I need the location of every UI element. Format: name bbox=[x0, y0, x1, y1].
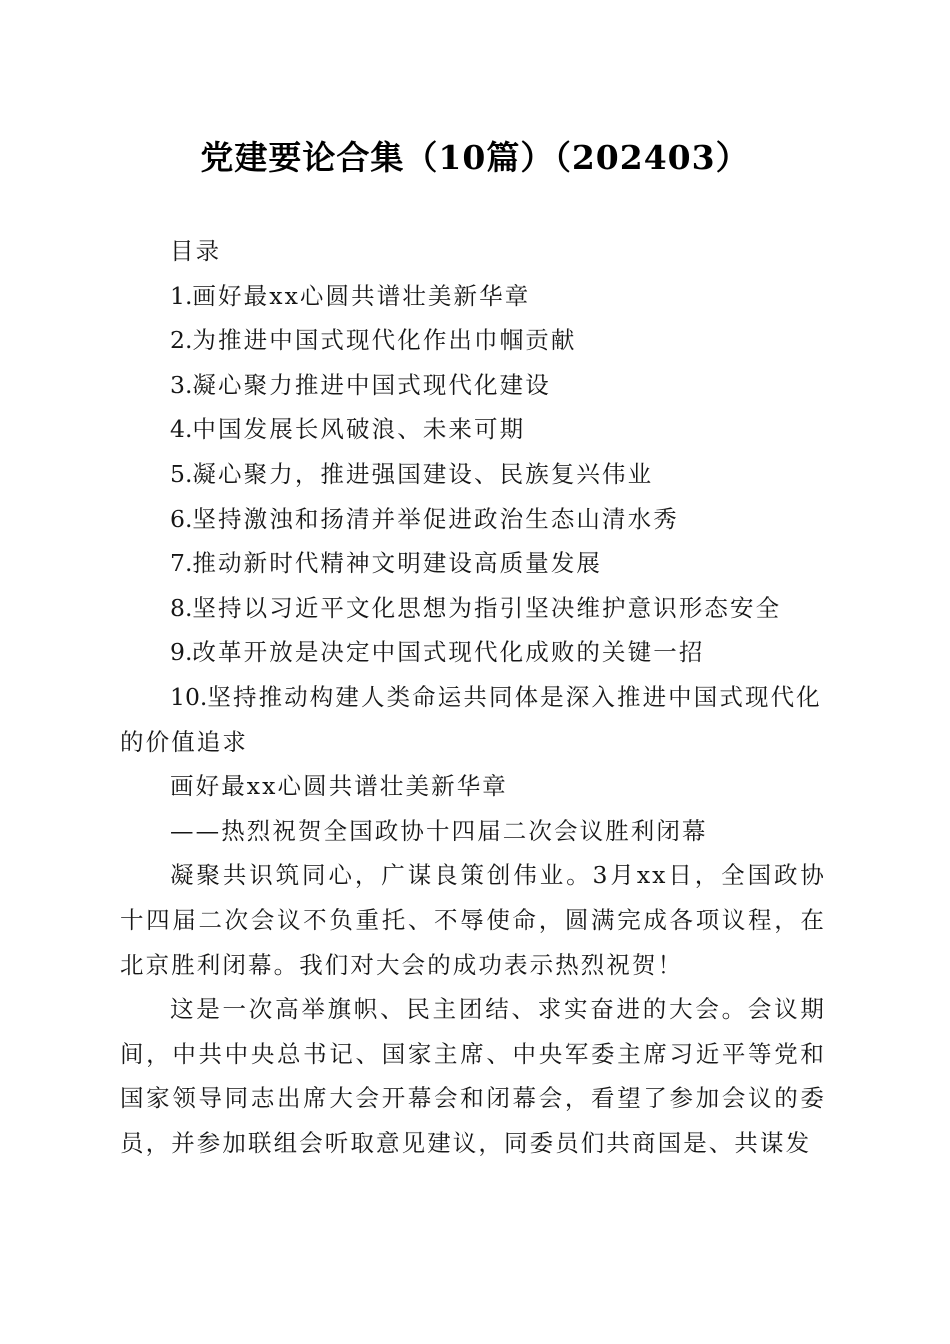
toc-item-text: 为推进中国式现代化作出巾帼贡献 bbox=[192, 326, 577, 355]
toc-item-text: 坚持推动构建人类命运共同体是深入推进中国式现代化的价值追求 bbox=[120, 682, 822, 756]
toc-item bbox=[120, 318, 826, 363]
article-title: 画好最xx心圆共谱壮美新华章 bbox=[170, 772, 508, 801]
document-body bbox=[120, 229, 826, 1165]
toc-item bbox=[120, 363, 826, 408]
toc-item-text: 改革开放是决定中国式现代化成败的关键一招 bbox=[192, 638, 705, 667]
toc-item-text: 推动新时代精神文明建设高质量发展 bbox=[192, 549, 603, 578]
toc-list bbox=[120, 274, 826, 765]
article-paragraph: 凝聚共识筑同心，广谋良策创伟业。3月xx日，全国政协十四届二次会议不负重托、不辱使命，圆满完成各项议程，在北京胜利闭幕。我们对大会的成功表示热烈祝贺！ bbox=[120, 861, 826, 979]
toc-item bbox=[120, 630, 826, 675]
toc-item-text: 坚持以习近平文化思想为指引坚决维护意识形态安全 bbox=[192, 593, 782, 622]
article-subtitle: ——热烈祝贺全国政协十四届二次会议胜利闭幕 bbox=[170, 816, 708, 845]
toc-item bbox=[120, 497, 826, 542]
toc-item-text: 中国发展长风破浪、未来可期 bbox=[192, 415, 526, 444]
toc-item bbox=[120, 274, 826, 319]
toc-item-number: 9. bbox=[170, 638, 193, 667]
toc-item-number: 2. bbox=[170, 326, 193, 355]
toc-item-text: 凝心聚力推进中国式现代化建设 bbox=[192, 370, 551, 399]
article-paragraph: 这是一次高举旗帜、民主团结、求实奋进的大会。会议期间，中共中央总书记、国家主席、中央军委主席习近平等党和国家领导同志出席大会开幕会和闭幕会，看望了参加会议的委员，并参加联组会听取意见建议，同委员们共商国是、共谋发 bbox=[120, 995, 826, 1157]
toc-item-number: 4. bbox=[170, 415, 193, 444]
toc-item-number: 10. bbox=[170, 682, 208, 711]
toc-item-number: 1. bbox=[170, 281, 193, 310]
toc-item bbox=[120, 675, 826, 764]
toc-heading: 目录 bbox=[170, 237, 222, 265]
toc-item-text: 画好最xx心圆共谱壮美新华章 bbox=[192, 281, 531, 310]
toc-item-text: 凝心聚力，推进强国建设、民族复兴伟业 bbox=[192, 459, 654, 488]
toc-item bbox=[120, 407, 826, 452]
toc-item-number: 7. bbox=[170, 549, 193, 578]
toc-item-number: 3. bbox=[170, 370, 193, 399]
document-title: 党建要论合集（10篇）（202403） bbox=[200, 138, 750, 177]
toc-item bbox=[120, 541, 826, 586]
toc-item-number: 8. bbox=[170, 593, 193, 622]
toc-item bbox=[120, 452, 826, 497]
toc-item-number: 6. bbox=[170, 504, 193, 533]
toc-item-number: 5. bbox=[170, 459, 193, 488]
toc-item-text: 坚持激浊和扬清并举促进政治生态山清水秀 bbox=[192, 504, 679, 533]
toc-item bbox=[120, 586, 826, 631]
